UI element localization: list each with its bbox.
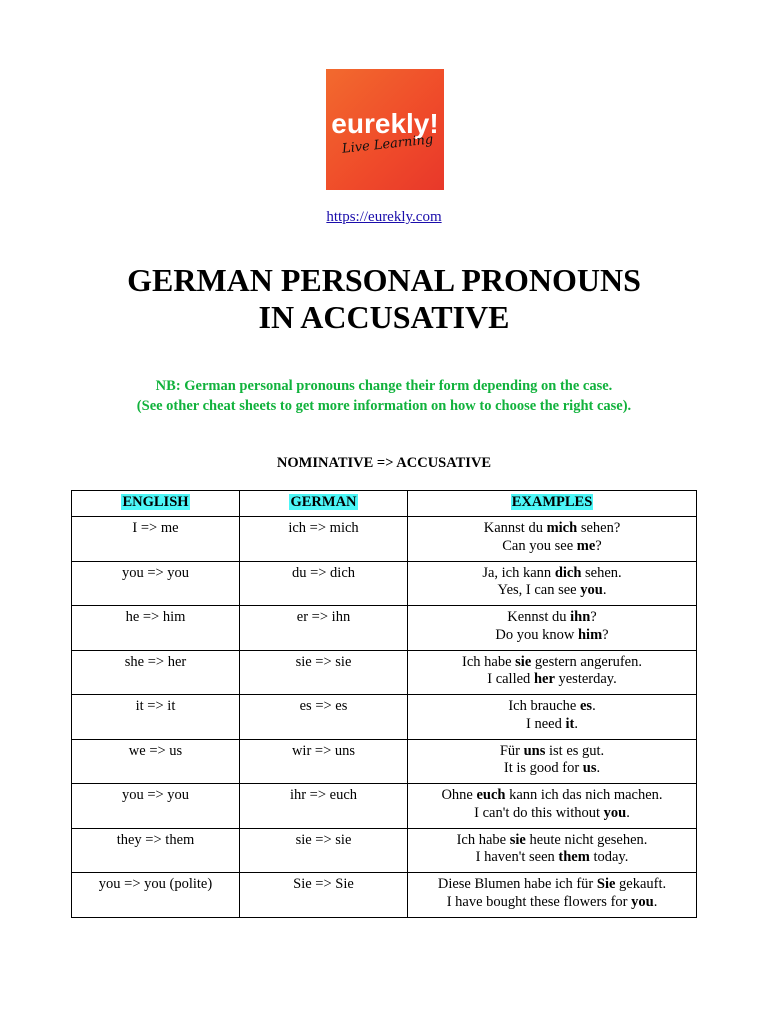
example-pronoun: us — [582, 760, 597, 776]
example-cell — [408, 828, 697, 873]
example-text: Ja, ich kann — [482, 564, 555, 581]
example-text: ist es gut. — [545, 742, 605, 759]
example-english — [412, 760, 692, 778]
example-pronoun: ihn — [570, 609, 591, 625]
header-english — [72, 491, 240, 517]
english-cell: it => it — [72, 695, 240, 740]
example-cell — [408, 784, 697, 829]
example-text: Kannst du — [483, 520, 547, 536]
example-text: I need — [526, 715, 566, 732]
german-cell: ich => mich — [240, 517, 408, 562]
example-cell — [408, 739, 697, 784]
example-text: gestern angerufen. — [531, 653, 642, 670]
example-german — [412, 698, 692, 716]
logo-wordmark: eurekly! — [331, 108, 439, 139]
example-english — [412, 671, 692, 689]
example-text: sehen. — [581, 564, 622, 581]
page-title-line-1: GERMAN PERSONAL PRONOUNS — [127, 262, 641, 298]
german-cell: ihr => euch — [240, 784, 408, 829]
english-cell: you => you — [72, 784, 240, 829]
example-german — [412, 832, 692, 850]
example-german — [412, 654, 692, 672]
example-text: . — [592, 698, 596, 714]
example-text: kann ich das nich machen. — [505, 787, 663, 803]
header-examples — [408, 491, 697, 517]
website-link-container — [0, 209, 768, 226]
example-pronoun: you — [631, 893, 654, 910]
english-cell: you => you (polite) — [72, 873, 240, 918]
example-cell — [408, 873, 697, 918]
example-text: . — [574, 715, 578, 732]
example-pronoun: sie — [515, 653, 532, 670]
example-text: Ich habe — [462, 653, 516, 670]
english-cell: he => him — [72, 606, 240, 651]
table-subtitle: NOMINATIVE => ACCUSATIVE — [276, 455, 492, 471]
table-header-row — [72, 491, 697, 517]
example-text: ? — [590, 609, 597, 625]
example-pronoun: you — [603, 804, 627, 821]
example-text: ? — [602, 626, 609, 643]
example-pronoun: dich — [554, 564, 582, 581]
example-english — [412, 582, 692, 600]
page-title — [0, 262, 768, 336]
example-text: Diese Blumen habe ich für — [437, 876, 597, 892]
english-cell: they => them — [72, 828, 240, 873]
case-note-line-2: (See other cheat sheets to get more information on how to choose the right case). — [136, 398, 632, 414]
header-examples-label: EXAMPLES — [511, 494, 593, 510]
example-text: Ich habe — [456, 831, 510, 848]
example-pronoun: you — [580, 582, 603, 598]
example-text: Ohne — [441, 787, 477, 803]
page-title-line-2: IN ACCUSATIVE — [258, 299, 510, 335]
table-row — [72, 650, 697, 695]
example-text: . — [653, 893, 658, 910]
example-text: Kennst du — [507, 609, 571, 625]
example-cell — [408, 650, 697, 695]
example-text: I haven't seen — [475, 849, 559, 865]
german-cell: sie => sie — [240, 828, 408, 873]
example-german — [412, 609, 692, 627]
german-cell: du => dich — [240, 561, 408, 606]
english-cell: you => you — [72, 561, 240, 606]
example-pronoun: it — [565, 715, 575, 732]
example-pronoun: uns — [523, 742, 546, 759]
table-row — [72, 606, 697, 651]
header-english-label: ENGLISH — [122, 494, 189, 510]
table-row — [72, 739, 697, 784]
english-cell: she => her — [72, 650, 240, 695]
example-text: I can't do this without — [474, 804, 604, 821]
example-pronoun: mich — [546, 520, 578, 536]
example-german — [412, 565, 692, 583]
example-pronoun: Sie — [596, 876, 616, 892]
case-note — [0, 376, 768, 416]
header-german — [240, 491, 408, 517]
example-pronoun: es — [579, 698, 593, 714]
german-cell: es => es — [240, 695, 408, 740]
example-english — [412, 627, 692, 645]
table-row — [72, 828, 697, 873]
example-cell — [408, 606, 697, 651]
example-text: . — [626, 804, 630, 821]
example-pronoun: them — [558, 849, 590, 865]
example-english — [412, 716, 692, 734]
example-english — [412, 805, 692, 823]
table-row — [72, 784, 697, 829]
example-text: It is good for — [503, 760, 583, 776]
example-english — [412, 894, 692, 912]
german-cell: er => ihn — [240, 606, 408, 651]
example-text: sehen? — [577, 520, 621, 536]
case-note-line-1: NB: German personal pronouns change their form depending on the case. — [155, 378, 613, 394]
eurekly-logo-mark — [326, 69, 444, 190]
example-german — [412, 520, 692, 538]
table-row — [72, 561, 697, 606]
example-german — [412, 743, 692, 761]
example-german — [412, 876, 692, 894]
german-cell: sie => sie — [240, 650, 408, 695]
english-cell: we => us — [72, 739, 240, 784]
example-pronoun: her — [533, 671, 555, 687]
website-link[interactable]: https://eurekly.com — [326, 209, 442, 225]
example-text: Do you know — [495, 626, 578, 643]
example-text: Ich brauche — [508, 698, 580, 714]
pronoun-table — [71, 490, 697, 918]
example-text: I have bought these flowers for — [446, 893, 632, 910]
example-text: I called — [487, 671, 534, 687]
example-text: heute nicht gesehen. — [525, 831, 648, 848]
example-text: Can you see — [502, 537, 577, 554]
example-english — [412, 538, 692, 556]
example-pronoun: sie — [509, 831, 526, 848]
german-cell: Sie => Sie — [240, 873, 408, 918]
eurekly-logo — [326, 69, 444, 190]
english-cell: I => me — [72, 517, 240, 562]
example-pronoun: him — [577, 626, 603, 643]
example-text: today. — [589, 849, 629, 865]
example-pronoun: euch — [476, 787, 506, 803]
header-german-label: GERMAN — [290, 494, 357, 510]
table-row — [72, 873, 697, 918]
example-cell — [408, 695, 697, 740]
example-cell — [408, 561, 697, 606]
german-cell: wir => uns — [240, 739, 408, 784]
logo-tagline: Live Learning — [341, 132, 434, 157]
table-row — [72, 695, 697, 740]
example-text: . — [596, 760, 601, 776]
table-row — [72, 517, 697, 562]
example-text: ? — [595, 537, 602, 554]
example-text: Yes, I can see — [497, 582, 581, 598]
example-text: gekauft. — [615, 876, 667, 892]
example-text: yesterday. — [554, 671, 617, 687]
example-text: . — [602, 582, 607, 598]
example-english — [412, 849, 692, 867]
example-pronoun: me — [576, 537, 596, 554]
example-german — [412, 787, 692, 805]
example-text: Für — [499, 742, 524, 759]
example-cell — [408, 517, 697, 562]
